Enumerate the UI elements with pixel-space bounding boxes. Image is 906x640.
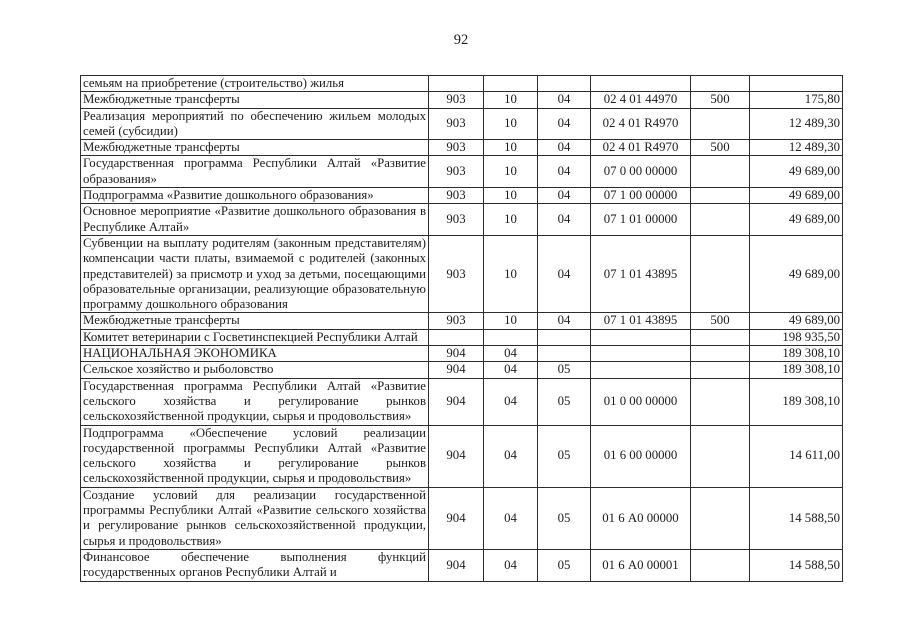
row-target-article-code: 07 1 01 43895 <box>591 313 691 329</box>
row-target-article-code <box>591 329 691 345</box>
row-amount: 189 308,10 <box>750 346 843 362</box>
row-grbs-code: 904 <box>429 487 484 549</box>
row-expense-type-code <box>691 378 750 425</box>
row-amount: 14 588,50 <box>750 549 843 581</box>
row-expense-type-code <box>691 549 750 581</box>
row-expense-type-code: 500 <box>691 140 750 156</box>
row-expense-type-code <box>691 188 750 204</box>
table-row <box>81 204 843 236</box>
row-podrazdel-code <box>538 346 591 362</box>
row-amount: 49 689,00 <box>750 235 843 312</box>
table-row <box>81 329 843 345</box>
row-podrazdel-code: 04 <box>538 92 591 108</box>
row-target-article-code: 02 4 01 44970 <box>591 92 691 108</box>
row-expense-type-code <box>691 204 750 236</box>
row-razdel-code: 10 <box>484 140 538 156</box>
row-amount: 189 308,10 <box>750 362 843 378</box>
row-podrazdel-code: 05 <box>538 425 591 487</box>
table-row <box>81 378 843 425</box>
row-podrazdel-code <box>538 76 591 92</box>
row-podrazdel-code: 05 <box>538 362 591 378</box>
row-description: Сельское хозяйство и рыболовство <box>81 362 429 378</box>
row-grbs-code: 904 <box>429 549 484 581</box>
row-grbs-code: 903 <box>429 235 484 312</box>
row-expense-type-code <box>691 425 750 487</box>
row-expense-type-code: 500 <box>691 313 750 329</box>
table-row <box>81 313 843 329</box>
row-razdel-code: 04 <box>484 346 538 362</box>
row-expense-type-code <box>691 108 750 140</box>
row-description: Реализация мероприятий по обеспечению жильем молодых семей (субсидии) <box>81 108 429 140</box>
row-expense-type-code <box>691 362 750 378</box>
row-target-article-code <box>591 346 691 362</box>
table-row <box>81 188 843 204</box>
row-podrazdel-code: 05 <box>538 487 591 549</box>
row-amount: 49 689,00 <box>750 313 843 329</box>
row-grbs-code <box>429 329 484 345</box>
row-target-article-code: 02 4 01 R4970 <box>591 108 691 140</box>
table-row <box>81 235 843 312</box>
table-row <box>81 156 843 188</box>
row-razdel-code: 10 <box>484 204 538 236</box>
row-grbs-code: 903 <box>429 140 484 156</box>
table-row <box>81 346 843 362</box>
row-amount: 49 689,00 <box>750 156 843 188</box>
row-podrazdel-code: 05 <box>538 549 591 581</box>
row-grbs-code: 904 <box>429 362 484 378</box>
row-expense-type-code: 500 <box>691 92 750 108</box>
row-grbs-code: 903 <box>429 188 484 204</box>
row-razdel-code: 04 <box>484 362 538 378</box>
row-description: Межбюджетные трансферты <box>81 140 429 156</box>
budget-table <box>80 75 843 582</box>
row-razdel-code <box>484 76 538 92</box>
row-expense-type-code <box>691 346 750 362</box>
row-amount: 198 935,50 <box>750 329 843 345</box>
row-target-article-code: 01 6 А0 00001 <box>591 549 691 581</box>
row-target-article-code: 01 6 00 00000 <box>591 425 691 487</box>
row-target-article-code: 07 0 00 00000 <box>591 156 691 188</box>
row-description: Государственная программа Республики Алтай «Развитие образования» <box>81 156 429 188</box>
row-podrazdel-code: 04 <box>538 313 591 329</box>
row-description: Финансовое обеспечение выполнения функций государственных органов Республики Алтай и <box>81 549 429 581</box>
table-row <box>81 108 843 140</box>
row-expense-type-code <box>691 329 750 345</box>
row-podrazdel-code: 04 <box>538 188 591 204</box>
row-podrazdel-code: 04 <box>538 235 591 312</box>
row-target-article-code: 07 1 01 43895 <box>591 235 691 312</box>
row-grbs-code: 903 <box>429 156 484 188</box>
row-target-article-code <box>591 76 691 92</box>
row-description: Подпрограмма «Обеспечение условий реализации государственной программы Республики Алтай «Развитие сельского хозяйства и регулирование рынков сельскохозяйственной продукции, сырья и продовольствия» <box>81 425 429 487</box>
row-amount: 12 489,30 <box>750 108 843 140</box>
row-grbs-code: 904 <box>429 425 484 487</box>
row-razdel-code: 10 <box>484 313 538 329</box>
row-podrazdel-code: 04 <box>538 108 591 140</box>
row-target-article-code: 07 1 01 00000 <box>591 204 691 236</box>
row-target-article-code: 07 1 00 00000 <box>591 188 691 204</box>
row-description: семьям на приобретение (строительство) жилья <box>81 76 429 92</box>
row-amount: 14 611,00 <box>750 425 843 487</box>
row-grbs-code: 903 <box>429 204 484 236</box>
row-expense-type-code <box>691 235 750 312</box>
row-expense-type-code <box>691 487 750 549</box>
row-razdel-code: 04 <box>484 425 538 487</box>
row-amount: 14 588,50 <box>750 487 843 549</box>
row-podrazdel-code: 04 <box>538 156 591 188</box>
row-target-article-code: 01 6 А0 00000 <box>591 487 691 549</box>
row-description: Создание условий для реализации государственной программы Республики Алтай «Развитие сельского хозяйства и регулирование рынков сельскохозяйственной продукции, сырья и продовольствия» <box>81 487 429 549</box>
row-razdel-code: 04 <box>484 549 538 581</box>
row-amount: 12 489,30 <box>750 140 843 156</box>
table-row <box>81 140 843 156</box>
row-grbs-code: 904 <box>429 378 484 425</box>
row-target-article-code: 01 0 00 00000 <box>591 378 691 425</box>
row-podrazdel-code: 05 <box>538 378 591 425</box>
page-number: 92 <box>453 32 469 48</box>
row-razdel-code: 04 <box>484 378 538 425</box>
row-amount: 189 308,10 <box>750 378 843 425</box>
row-grbs-code: 903 <box>429 108 484 140</box>
table-row <box>81 425 843 487</box>
row-grbs-code: 904 <box>429 346 484 362</box>
row-amount: 49 689,00 <box>750 204 843 236</box>
row-description: Субвенции на выплату родителям (законным представителям) компенсации части платы, взимаемой с родителей (законных представителей) за присмотр и уход за детьми, посещающими образовательные организации, реализующие образовательную программу дошкольного образования <box>81 235 429 312</box>
table-row <box>81 549 843 581</box>
row-target-article-code: 02 4 01 R4970 <box>591 140 691 156</box>
row-target-article-code <box>591 362 691 378</box>
row-amount <box>750 76 843 92</box>
row-description: НАЦИОНАЛЬНАЯ ЭКОНОМИКА <box>81 346 429 362</box>
row-description: Комитет ветеринарии с Госветинспекцией Республики Алтай <box>81 329 429 345</box>
row-razdel-code: 10 <box>484 108 538 140</box>
table-row <box>81 362 843 378</box>
row-razdel-code: 04 <box>484 487 538 549</box>
row-description: Межбюджетные трансферты <box>81 313 429 329</box>
table-row <box>81 76 843 92</box>
row-razdel-code: 10 <box>484 92 538 108</box>
row-description: Межбюджетные трансферты <box>81 92 429 108</box>
row-grbs-code: 903 <box>429 313 484 329</box>
row-razdel-code <box>484 329 538 345</box>
row-amount: 49 689,00 <box>750 188 843 204</box>
row-podrazdel-code: 04 <box>538 204 591 236</box>
row-podrazdel-code: 04 <box>538 140 591 156</box>
budget-table-body <box>81 76 843 582</box>
row-amount: 175,80 <box>750 92 843 108</box>
row-razdel-code: 10 <box>484 156 538 188</box>
row-expense-type-code <box>691 76 750 92</box>
row-description: Основное мероприятие «Развитие дошкольного образования в Республике Алтай» <box>81 204 429 236</box>
row-razdel-code: 10 <box>484 188 538 204</box>
row-description: Подпрограмма «Развитие дошкольного образования» <box>81 188 429 204</box>
table-row <box>81 92 843 108</box>
row-description: Государственная программа Республики Алтай «Развитие сельского хозяйства и регулирование рынков сельскохозяйственной продукции, сырья и продовольствия» <box>81 378 429 425</box>
row-expense-type-code <box>691 156 750 188</box>
row-grbs-code <box>429 76 484 92</box>
row-grbs-code: 903 <box>429 92 484 108</box>
row-podrazdel-code <box>538 329 591 345</box>
row-razdel-code: 10 <box>484 235 538 312</box>
table-row <box>81 487 843 549</box>
